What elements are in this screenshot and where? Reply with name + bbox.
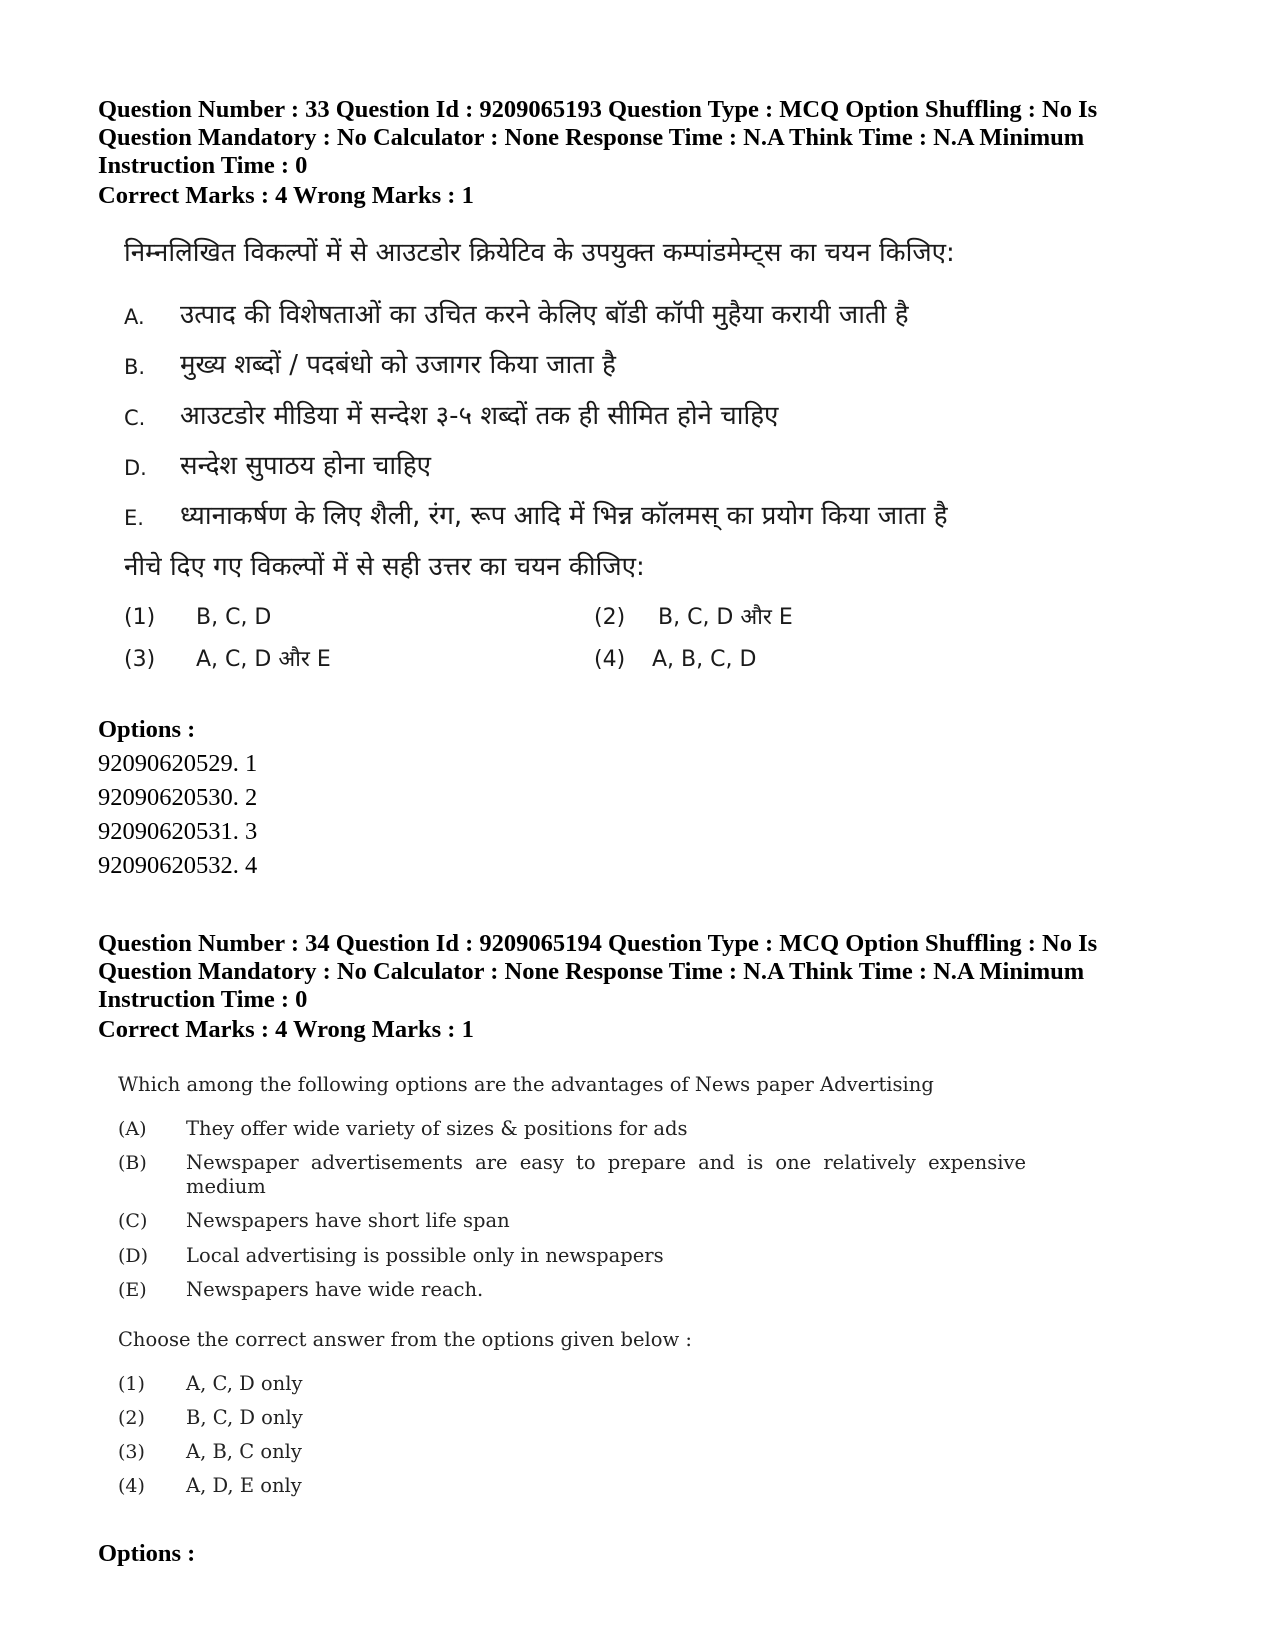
question-33-marks: Correct Marks : 4 Wrong Marks : 1	[98, 182, 474, 209]
item-text-c: आउटडोर मीडिया में सन्देश ३-५ शब्दों तक ही सीमित होने चाहिए	[180, 401, 779, 431]
item-text-c: Newspapers have short life span	[186, 1209, 510, 1232]
answer-num-1: (1)	[124, 605, 156, 630]
item-letter-b: B.	[124, 355, 146, 379]
item-text-d: सन्देश सुपाठय होना चाहिए	[180, 451, 432, 481]
option-line: 92090620529. 1	[98, 750, 258, 777]
item-letter-c: C.	[124, 406, 146, 430]
item-letter-e: E.	[124, 506, 144, 530]
option-line: 92090620532. 4	[98, 852, 258, 879]
item-text-e: Newspapers have wide reach.	[186, 1278, 484, 1301]
item-letter-a: A.	[124, 305, 145, 329]
answer-text-1: A, C, D only	[186, 1372, 303, 1395]
item-text-b: Newspaper advertisements are easy to prepare and is one relatively expensive	[186, 1151, 1026, 1174]
answer-text-1: B, C, D	[196, 605, 272, 630]
question-33-options-title: Options :	[98, 716, 196, 743]
answer-text-2: B, C, D only	[186, 1406, 303, 1429]
question-33-meta: Question Number : 33 Question Id : 9209065193 Question Type : MCQ Option Shuffling : No Is Question Mandatory : No Calculator : None Response Time : N.A Think Time : N.A Minimum Instruction Time : 0	[98, 96, 1098, 179]
question-33-choose-text: नीचे दिए गए विकल्पों में से सही उत्तर का चयन कीजिए:	[124, 552, 645, 582]
item-letter-d: (D)	[118, 1245, 149, 1267]
item-text-d: Local advertising is possible only in newspapers	[186, 1244, 664, 1267]
item-text-a: They offer wide variety of sizes & positions for ads	[186, 1117, 688, 1140]
item-text-e: ध्यानाकर्षण के लिए शैली, रंग, रूप आदि में भिन्न कॉलमस् का प्रयोग किया जाता है	[180, 501, 948, 531]
item-letter-d: D.	[124, 456, 147, 480]
answer-num-2: (2)	[594, 605, 626, 630]
answer-num-4: (4)	[594, 647, 626, 672]
item-letter-b: (B)	[118, 1152, 147, 1174]
item-text-b: मुख्य शब्दों / पदबंधो को उजागर किया जाता है	[180, 350, 616, 380]
answer-num-2: (2)	[118, 1407, 145, 1429]
question-34-stem: Which among the following options are the advantages of News paper Advertising	[118, 1073, 934, 1096]
option-line: 92090620530. 2	[98, 784, 258, 811]
answer-text-3: A, B, C only	[186, 1440, 302, 1463]
question-34-meta: Question Number : 34 Question Id : 9209065194 Question Type : MCQ Option Shuffling : No Is Question Mandatory : No Calculator : None Response Time : N.A Think Time : N.A Minimum Instruction Time : 0	[98, 930, 1098, 1013]
answer-text-4: A, D, E only	[186, 1474, 302, 1497]
answer-num-1: (1)	[118, 1373, 145, 1395]
answer-text-4: A, B, C, D	[652, 647, 757, 672]
question-34-marks: Correct Marks : 4 Wrong Marks : 1	[98, 1016, 474, 1043]
answer-text-2: B, C, D और E	[658, 605, 793, 630]
question-34-choose-text: Choose the correct answer from the options given below :	[118, 1328, 692, 1351]
answer-text-3: A, C, D और E	[196, 647, 331, 672]
option-line: 92090620531. 3	[98, 818, 258, 845]
item-text-a: उत्पाद की विशेषताओं का उचित करने केलिए बॉडी कॉपी मुहैया करायी जाती है	[180, 300, 909, 330]
item-text-b-continued: medium	[186, 1175, 266, 1198]
question-34-options-title: Options :	[98, 1540, 196, 1567]
answer-num-3: (3)	[118, 1441, 145, 1463]
answer-num-3: (3)	[124, 647, 156, 672]
answer-num-4: (4)	[118, 1475, 145, 1497]
item-letter-a: (A)	[118, 1118, 147, 1140]
question-33-stem: निम्नलिखित विकल्पों में से आउटडोर क्रियेटिव के उपयुक्त कम्पांडमेम्ट्स का चयन किजिए:	[124, 238, 955, 268]
item-letter-c: (C)	[118, 1210, 148, 1232]
item-letter-e: (E)	[118, 1279, 147, 1301]
